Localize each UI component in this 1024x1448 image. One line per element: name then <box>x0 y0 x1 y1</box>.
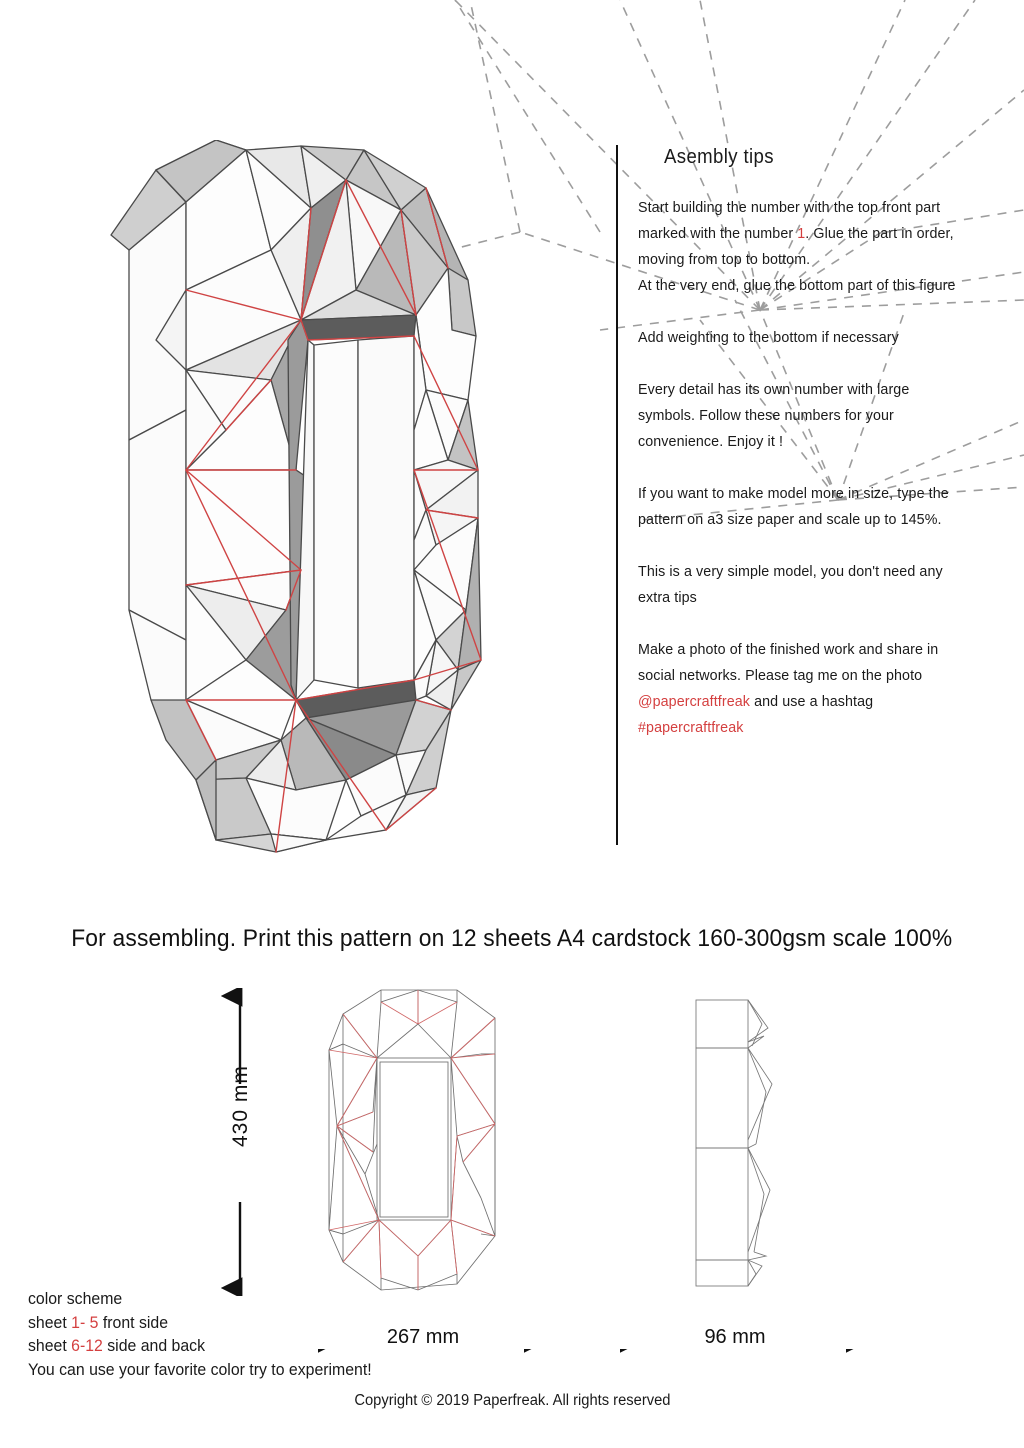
tip-paragraph-weighting <box>638 325 967 351</box>
row-sheet-range: 1- 5 <box>71 1313 99 1332</box>
row-suffix: side and back <box>102 1337 206 1355</box>
tip-part-number: 1 <box>797 225 806 242</box>
assembly-headline-text: For assembling. Print this pattern on 12 sheets A4 cardstock 160-300gsm scale 100% <box>71 925 953 952</box>
row-prefix: sheet <box>28 1337 72 1355</box>
tip-text: Make a photo of the finished work and share in social networks. Please tag me on the photo <box>638 641 939 684</box>
social-hashtag[interactable]: #papercraftfreak <box>638 719 744 736</box>
assembly-tips-panel <box>638 146 988 741</box>
side-view-pattern <box>676 984 796 1296</box>
tip-paragraph-share <box>638 637 967 741</box>
model-3d-preview <box>96 140 516 860</box>
color-scheme-block <box>28 1288 412 1382</box>
column-divider <box>616 145 618 845</box>
color-scheme-row-back <box>28 1335 412 1359</box>
tip-paragraph-start-building <box>638 195 967 299</box>
color-scheme-title: color scheme <box>28 1290 123 1308</box>
tip-text: Add weighting to the bottom if necessary <box>638 329 899 346</box>
tip-text: This is a very simple model, you don't need any extra tips <box>638 563 943 606</box>
assembly-headline <box>0 925 1024 953</box>
tip-text-extra: At the very end, glue the bottom part of this figure <box>638 277 956 294</box>
tip-paragraph-numbering <box>638 377 967 455</box>
row-suffix: front side <box>98 1313 169 1332</box>
tip-text: If you want to make model more in size, type the pattern on a3 size paper and scale up to 145%. <box>638 485 949 528</box>
row-sheet-range: 6-12 <box>71 1337 103 1355</box>
tip-paragraph-simple-model <box>638 559 967 611</box>
assembly-tips-title: Asembly tips <box>664 146 774 168</box>
tip-paragraph-scale-up <box>638 481 967 533</box>
width-dimension-label: 267 mm <box>314 1326 532 1349</box>
depth-dimension-label: 96 mm <box>616 1326 854 1349</box>
front-view-pattern <box>305 984 525 1296</box>
copyright-footer <box>0 1392 1024 1410</box>
tip-text: Start building the number with the top front part marked with the number <box>638 199 941 242</box>
color-scheme-note: You can use your favorite color try to experiment! <box>28 1360 372 1379</box>
height-dimension-label: 430 mm <box>229 1065 252 1147</box>
tip-text: Every detail has its own number with large symbols. Follow these numbers for your convenience. Enjoy it ! <box>638 381 910 450</box>
tip-text: . Glue the part in order, moving from top to bottom. <box>638 225 954 268</box>
tip-text: and use a hashtag <box>750 693 874 710</box>
color-scheme-row-front <box>28 1312 412 1336</box>
row-prefix: sheet <box>28 1313 72 1332</box>
social-handle[interactable]: @papercraftfreak <box>638 693 751 710</box>
copyright-text: Copyright © 2019 Paperfreak. All rights reserved <box>353 1392 671 1409</box>
